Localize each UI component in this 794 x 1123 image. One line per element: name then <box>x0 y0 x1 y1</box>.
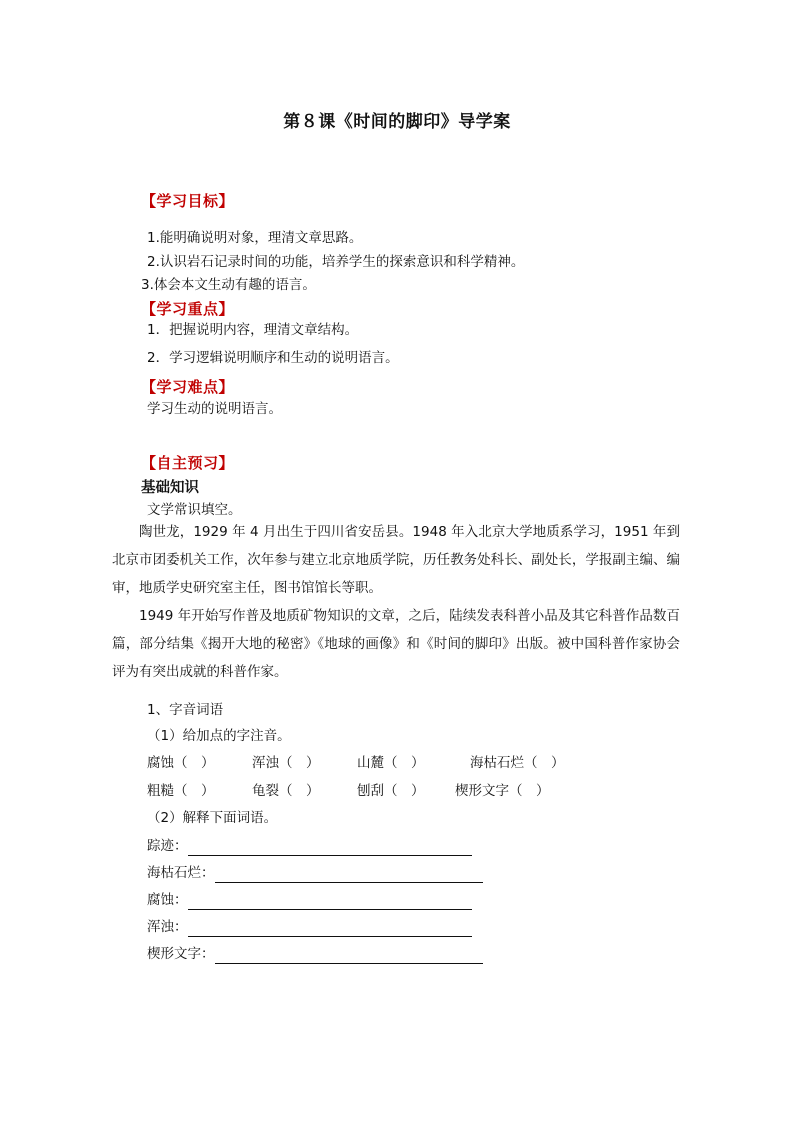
answer-blank[interactable] <box>215 949 483 964</box>
definition-term: 腐蚀： <box>147 892 188 908</box>
literature-fill-intro: 文学常识填空。 <box>147 502 242 518</box>
objective-item-2: 2.认识岩石记录时间的功能，培养学生的探索意识和科学精神。 <box>147 254 525 270</box>
answer-blank[interactable] <box>188 895 472 910</box>
answer-blank[interactable] <box>188 841 472 856</box>
definition-question: （2）解释下面词语。 <box>147 810 278 826</box>
author-bio-paragraph <box>112 518 680 602</box>
pinyin-question: （1）给加点的字注音。 <box>147 728 291 744</box>
basic-knowledge-subheading: 基础知识 <box>141 480 199 496</box>
definition-row <box>147 944 483 964</box>
keypoints-heading: 【学习重点】 <box>141 300 235 318</box>
difficulty-text: 学习生动的说明语言。 <box>147 401 282 417</box>
pinyin-item: 龟裂（ ） <box>252 783 320 799</box>
pinyin-item: 粗糙（ ） <box>147 783 215 799</box>
definition-term: 海枯石烂： <box>147 865 215 881</box>
definition-term: 楔形文字： <box>147 946 215 962</box>
answer-blank[interactable] <box>188 922 472 937</box>
difficulty-heading: 【学习难点】 <box>141 378 235 396</box>
keypoint-item-1: 1．把握说明内容，理清文章结构。 <box>147 322 359 338</box>
preview-heading: 【自主预习】 <box>141 454 235 472</box>
pinyin-item: 楔形文字（ ） <box>455 783 550 799</box>
objective-item-3: 3.体会本文生动有趣的语言。 <box>141 277 316 293</box>
definition-term: 踪迹： <box>147 838 188 854</box>
author-bio-text: 陶世龙，1929 年 4 月出生于四川省安岳县。1948 年入北京大学地质系学习，1951 年到北京市团委机关工作，次年参与建立北京地质学院，历任教务处科长、副处长，学报副主编、编审，地质学史研究室主任，图书馆馆长等职。 <box>112 524 680 596</box>
objectives-heading: 【学习目标】 <box>141 192 235 210</box>
page-title: 第８课《时间的脚印》导学案 <box>283 112 511 132</box>
definition-row <box>147 890 472 910</box>
pinyin-item: 海枯石烂（ ） <box>470 755 565 771</box>
pinyin-item: 腐蚀（ ） <box>147 755 215 771</box>
definition-row <box>147 917 472 937</box>
author-works-text: 1949 年开始写作普及地质矿物知识的文章，之后，陆续发表科普小品及其它科普作品数百篇，部分结集《揭开大地的秘密》《地球的画像》和《时间的脚印》出版。被中国科普作家协会评为有突出成就的科普作家。 <box>112 608 680 680</box>
definition-row <box>147 836 472 856</box>
objective-item-1: 1.能明确说明对象，理清文章思路。 <box>147 230 363 246</box>
author-works-paragraph <box>112 602 680 686</box>
pinyin-item: 山麓（ ） <box>357 755 425 771</box>
pinyin-item: 刨刮（ ） <box>357 783 425 799</box>
definition-row <box>147 863 483 883</box>
vocab-heading: 1、字音词语 <box>147 702 224 718</box>
keypoint-item-2: 2．学习逻辑说明顺序和生动的说明语言。 <box>147 350 399 366</box>
answer-blank[interactable] <box>215 868 483 883</box>
pinyin-item: 浑浊（ ） <box>252 755 320 771</box>
definition-term: 浑浊： <box>147 919 188 935</box>
